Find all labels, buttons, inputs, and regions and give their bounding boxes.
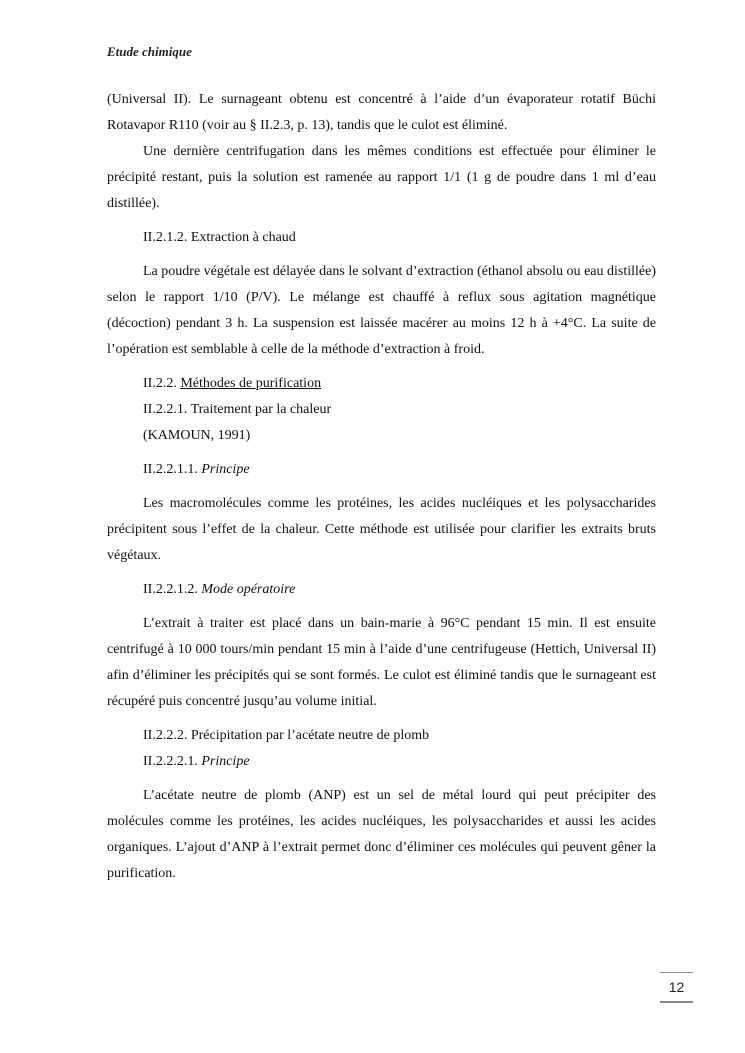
heading-title: Mode opératoire: [201, 582, 296, 597]
page-body: [107, 87, 656, 887]
paragraph-continuation: (Universal II). Le surnageant obtenu est concentré à l’aide d’un évaporateur rotatif Büchi Rotavapor R110 (voir au § II.2.3, p. 13), tandis que le culot est éliminé.: [107, 92, 656, 133]
heading-mode-operatoire: [107, 577, 656, 603]
heading-number: II.2.2.2.1.: [143, 754, 198, 769]
heading-principe-anp: [107, 749, 656, 775]
heading-title: Principe: [201, 462, 250, 477]
paragraph-principe-anp: L’acétate neutre de plomb (ANP) est un sel de métal lourd qui peut précipiter des molécules comme les protéines, les acides nucléiques, les polysaccharides et aussi les acides organiques. L’ajout d’ANP à l’extrait permet donc d’éliminer ces molécules qui peuvent gêner la purification.: [107, 788, 656, 881]
heading-number: II.2.2.1.1.: [143, 462, 198, 477]
heading-traitement-chaleur: II.2.2.1. Traitement par la chaleur: [143, 402, 332, 417]
heading-principe-chaleur: [107, 457, 656, 483]
paragraph-extraction-chaud: La poudre végétale est délayée dans le solvant d’extraction (éthanol absolu ou eau distillée) selon le rapport 1/10 (P/V). Le mélange est chauffé à reflux sous agitation magnétique (décoction) pendant 3 h. La suspension est laissée macérer au moins 12 h à +4°C. La suite de l’opération est semblable à celle de la méthode d’extraction à froid.: [107, 264, 656, 357]
running-header: Etude chimique: [107, 44, 192, 59]
page-number: 12: [660, 972, 693, 1003]
heading-methodes-purification: [107, 371, 656, 397]
heading-precipitation-anp: II.2.2.2. Précipitation par l’acétate neutre de plomb: [143, 728, 430, 743]
paragraph-mode-operatoire: L’extrait à traiter est placé dans un bain-marie à 96°C pendant 15 min. Il est ensuite centrifugé à 10 000 tours/min pendant 15 min à l’aide d’une centrifugeuse (Hettich, Universal II) afin d’éliminer les précipités qui se sont formés. Le culot est éliminé tandis que le surnageant est récupéré puis concentré jusqu’au volume initial.: [107, 616, 656, 709]
heading-title: Principe: [201, 754, 250, 769]
heading-number: II.2.2.1.2.: [143, 582, 198, 597]
heading-title: Méthodes de purification: [180, 376, 322, 391]
reference-kamoun: (KAMOUN, 1991): [143, 428, 251, 443]
paragraph-centrifugation: Une dernière centrifugation dans les mêmes conditions est effectuée pour éliminer le précipité restant, puis la solution est ramenée au rapport 1/1 (1 g de poudre dans 1 ml d’eau distillée).: [107, 144, 656, 211]
paragraph-principe-chaleur: Les macromolécules comme les protéines, les acides nucléiques et les polysaccharides précipitent sous l’effet de la chaleur. Cette méthode est utilisée pour clarifier les extraits bruts végétaux.: [107, 496, 656, 563]
heading-number: II.2.2.: [143, 376, 177, 391]
heading-extraction-chaud: II.2.1.2. Extraction à chaud: [143, 230, 296, 245]
